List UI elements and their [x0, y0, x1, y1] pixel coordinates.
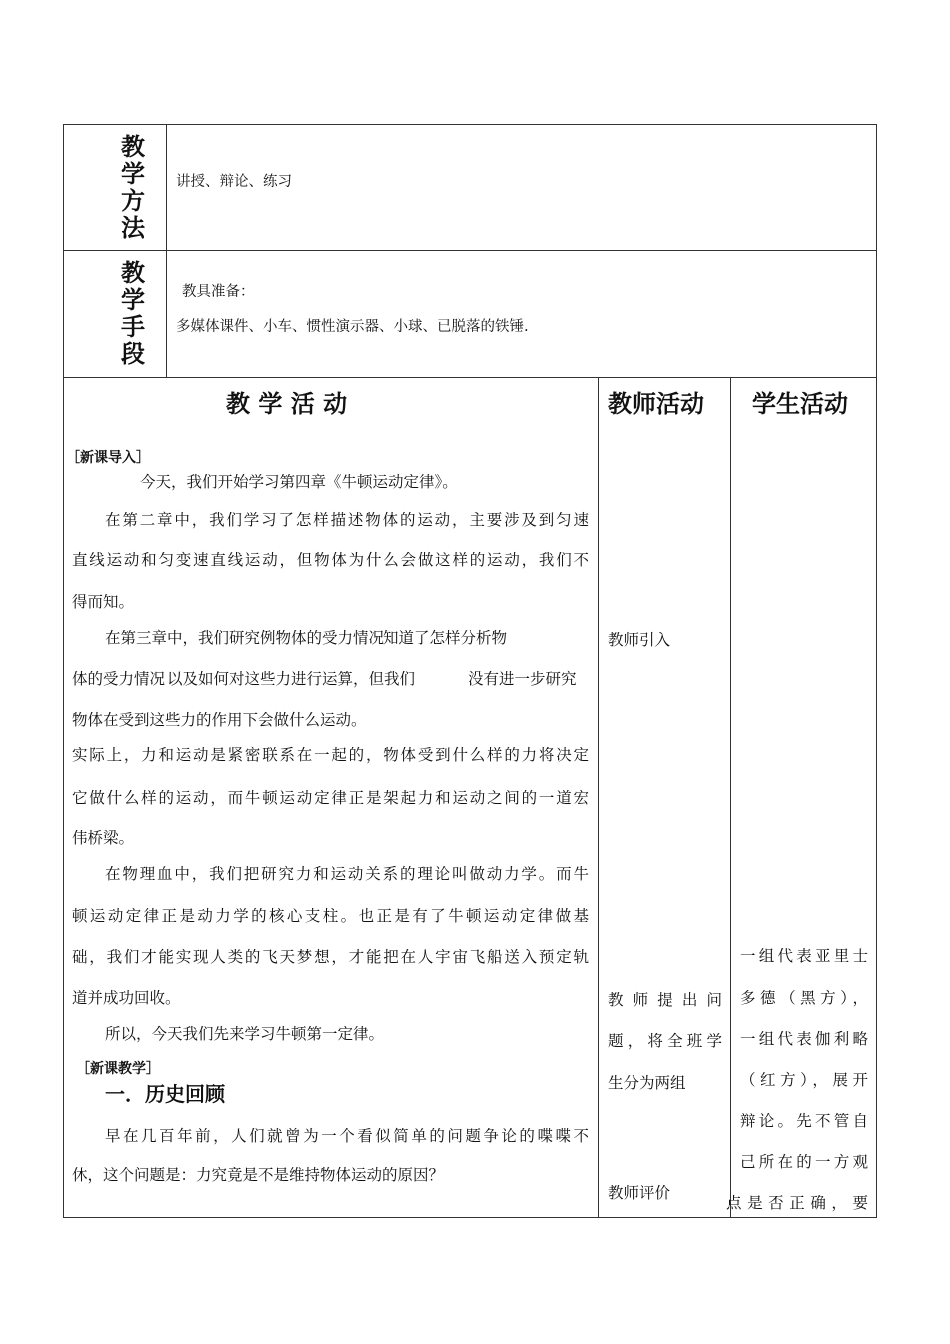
method-content: 讲授、辩论、练习 [176, 174, 292, 190]
student-l6: 己所在的一方观 [740, 1153, 868, 1171]
teacher-evaluate: 教师评价 [608, 1184, 671, 1202]
activity-p5-l2: 顿运动定律正是动力学的核心支柱。也正是有了牛顿运动定律做基 [72, 907, 589, 925]
activity-p3-b: 知道了怎样分析物 [383, 629, 508, 647]
section-title: 一．历史回顾 [105, 1082, 225, 1106]
activity-p4-l3: 伟桥梁。 [72, 829, 135, 847]
student-l5: 辩论。先不管自 [740, 1112, 868, 1130]
activity-p4-l1: 实际上，力和运动是紧密联系在一起的，物体受到什么样的力将决定 [72, 746, 589, 764]
activity-p4-l2: 它做什么样的运动，而牛顿运动定律正是架起力和运动之间的一道宏 [72, 789, 589, 807]
activity-p2-l2: 直线运动和匀变速直线运动，但物体为什么会做这样的运动，我们不 [72, 551, 589, 569]
activity-p1: 今天，我们开始学习第四章《牛顿运动定律》。 [140, 473, 458, 491]
teacher-question-l2: 题，将全班学 [608, 1032, 722, 1050]
student-l4: （红方），展开 [740, 1071, 868, 1089]
activity-p3-a: 在第三章中，我们研究例物体的受力情况 [105, 629, 385, 647]
activity-p2-l3: 得而知。 [72, 593, 135, 611]
activity-p5-l1: 在物理血中，我们把研究力和运动关系的理论叫做动力学。而牛 [105, 865, 589, 883]
student-header: 学生活动 [752, 390, 848, 418]
activity-p5-l3: 础，我们才能实现人类的飞天梦想，才能把在人宇宙飞船送入预定轨 [72, 948, 589, 966]
teacher-header: 教师活动 [608, 390, 704, 418]
method-label: 教 学 方 法 [121, 133, 145, 242]
activity-p7-l1: 早在几百年前，人们就曾为一个看似简单的问题争论的喋喋不 [105, 1127, 589, 1145]
teacher-intro: 教师引入 [608, 631, 671, 649]
student-l7: 点是否正确，要 [726, 1194, 868, 1212]
intro-tag: ［新课导入］ [66, 450, 150, 466]
activity-p3-f: 物体在受到这些力的作用下会做什么运动。 [72, 711, 367, 729]
teacher-question-l1: 教 师 提 出 问 [608, 991, 722, 1009]
activity-p5-l4: 道并成功回收。 [72, 989, 181, 1007]
activity-p3-c: 体的受力情况 [72, 670, 166, 688]
row-divider [63, 250, 877, 251]
col-divider [730, 377, 731, 1218]
col-divider [166, 124, 167, 377]
row-divider [63, 377, 877, 378]
student-l1: 一组代表亚里士 [740, 947, 868, 965]
activity-p3-e: 没有进一步研究 [468, 670, 577, 688]
teach-tag: ［新课教学］ [76, 1061, 160, 1077]
activity-p7-l2: 休，这个问题是：力究竟是不是维持物体运动的原因？ [72, 1166, 445, 1184]
activity-p6: 所以，今天我们先来学习牛顿第一定律。 [105, 1025, 385, 1043]
col-divider [598, 377, 599, 1218]
means-line2: 多媒体课件、小车、惯性演示器、小球、已脱落的铁锤. [176, 319, 529, 335]
activity-p3-d: 以及如何对这些力进行运算，但我们 [167, 670, 416, 688]
means-line1: 教具准备： [182, 284, 255, 300]
activity-p2-l1: 在第二章中，我们学习了怎样描述物体的运动，主要涉及到匀速 [105, 511, 589, 529]
student-l2: 多德（黑方）， [740, 989, 868, 1007]
means-label: 教 学 手 段 [121, 259, 145, 368]
student-l3: 一组代表伽利略 [740, 1030, 868, 1048]
teacher-question-l3: 生分为两组 [608, 1074, 686, 1092]
activity-header: 教 学 活 动 [226, 390, 348, 418]
